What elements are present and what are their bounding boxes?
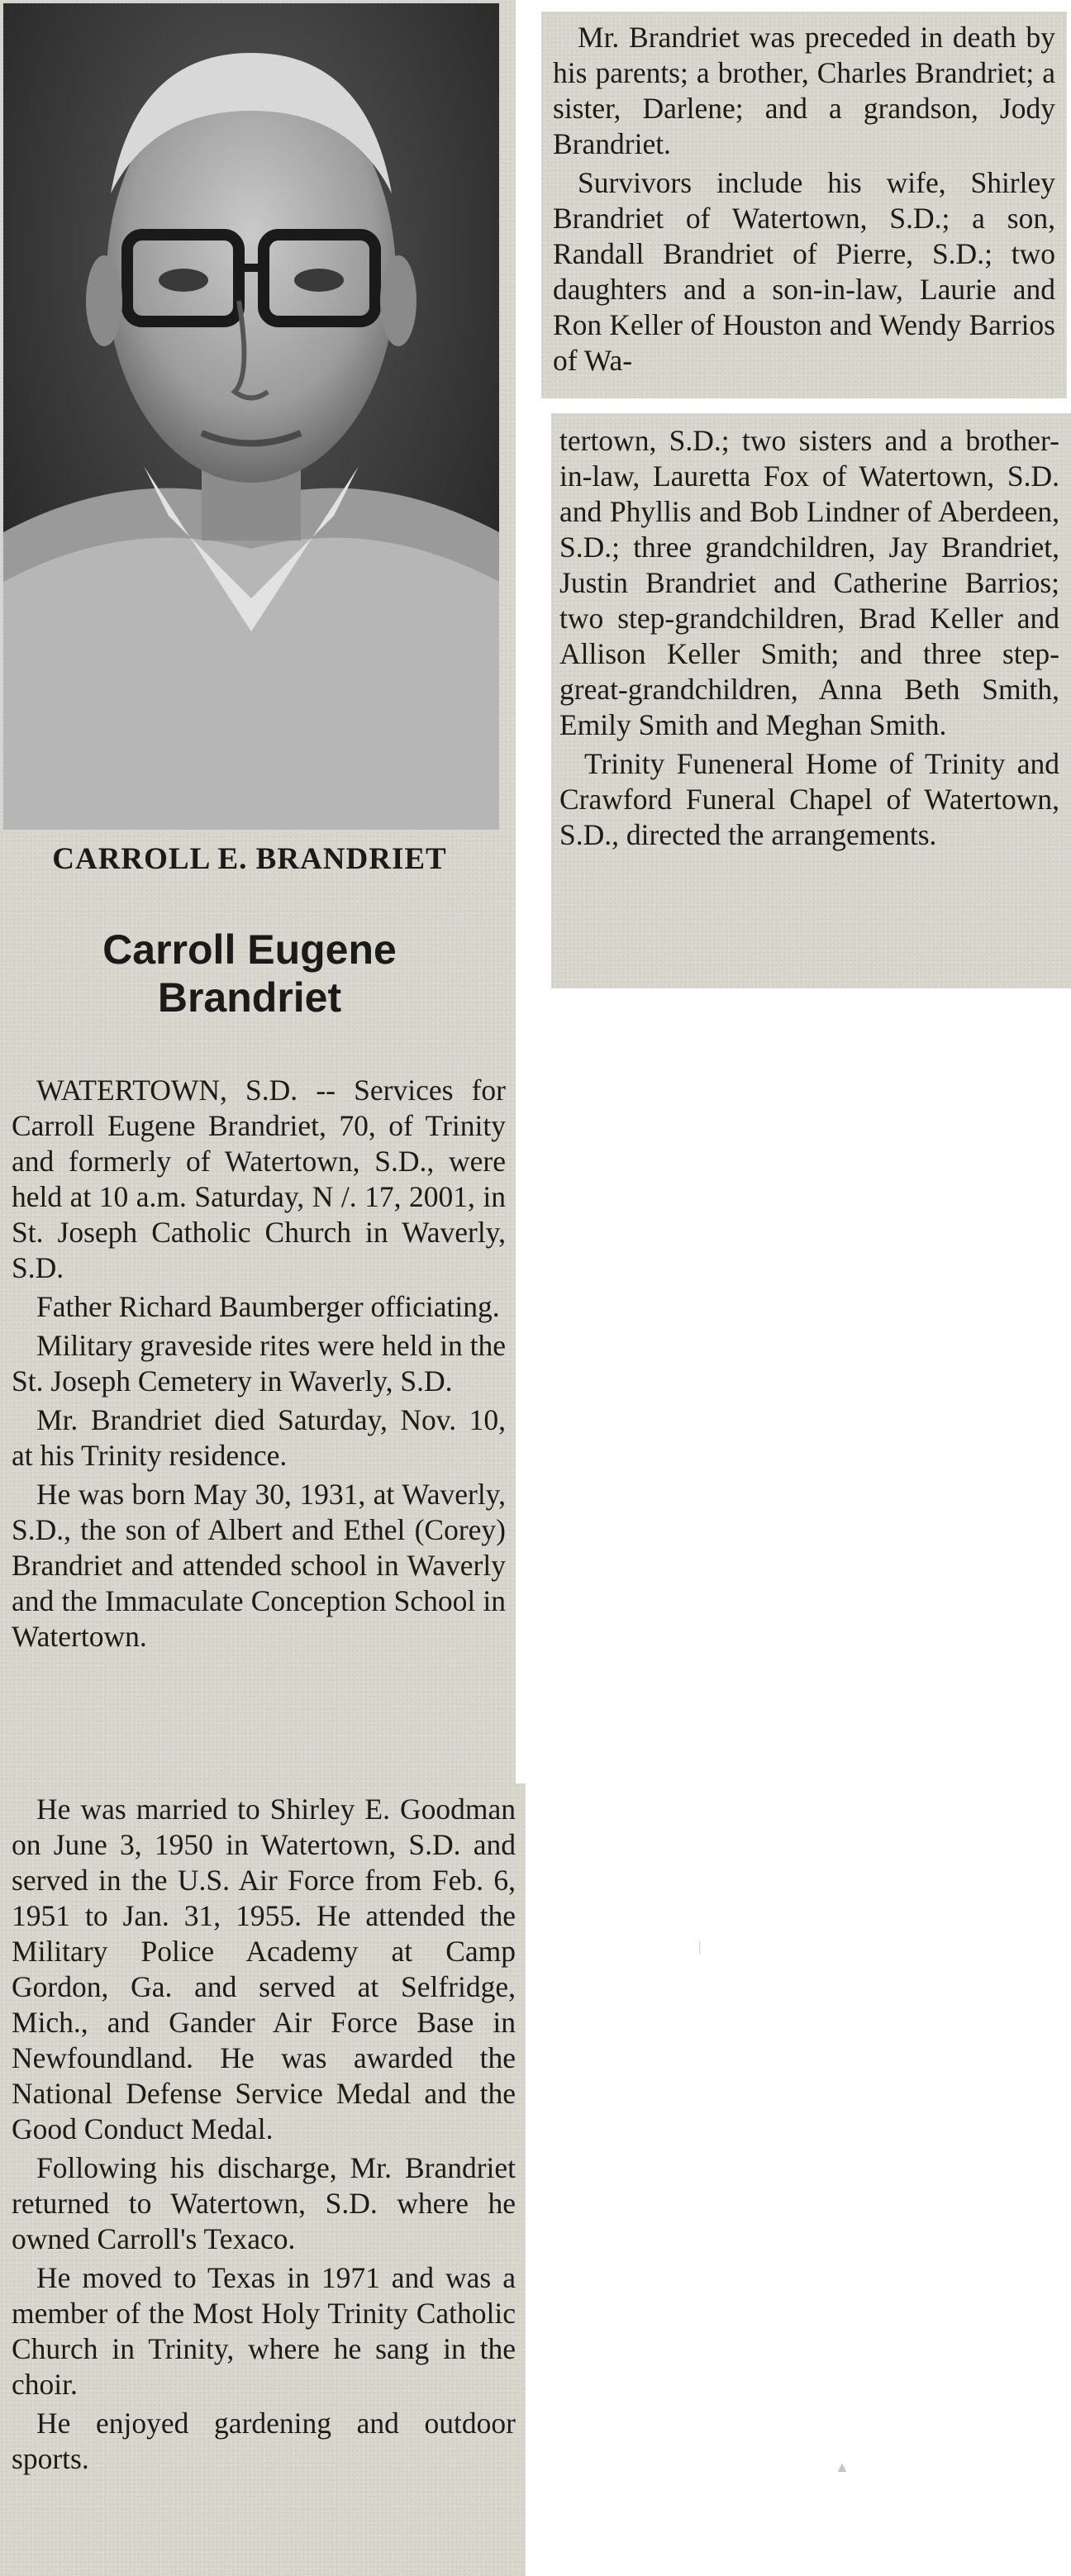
photo-caption: CARROLL E. BRANDRIET — [52, 842, 447, 876]
obituary-headline — [0, 926, 499, 1021]
scan-speck: ▲ — [835, 2459, 850, 2475]
paragraph: Following his discharge, Mr. Brandriet returned to Watertown, S.D. where he owned Carroll's Texaco. — [12, 2151, 516, 2255]
article-column-left-top — [12, 1073, 506, 1658]
portrait-image — [3, 3, 499, 830]
headline-line-2: Brandriet — [157, 974, 342, 1021]
paragraph: He was born May 30, 1931, at Waverly, S.D., the son of Albert and Ethel (Corey) Brandriet and attended school in Waverly and the Immaculate Conception School in Watertown. — [12, 1478, 506, 1653]
article-column-right-top — [553, 20, 1055, 382]
article-column-right-bottom — [559, 423, 1059, 856]
paragraph: Military graveside rites were held in the St. Joseph Cemetery in Waverly, S.D. — [12, 1329, 506, 1398]
scan-speck: | — [698, 1938, 702, 1955]
paragraph: tertown, S.D.; two sisters and a brother-in-law, Lauretta Fox of Watertown, S.D. and Phyllis and Bob Lindner of Aberdeen, S.D.; three grandchildren, Jay Brandriet, Justin Brandriet and Catherine Barrios; two step-grandchildren, Brad Keller and Allison Keller Smith; and three step-great-grandchildren, Anna Beth Smith, Emily Smith and Meghan Smith. — [559, 424, 1059, 741]
clipping-right-top — [541, 12, 1067, 398]
paragraph: Trinity Funeneral Home of Trinity and Crawford Funeral Chapel of Watertown, S.D., directed the arrangements. — [559, 747, 1059, 851]
clipping-left-bottom — [0, 1783, 526, 2576]
paragraph: Father Richard Baumberger officiating. — [36, 1290, 500, 1323]
clipping-right-bottom — [551, 413, 1071, 988]
paragraph: He enjoyed gardening and outdoor sports. — [12, 2407, 516, 2475]
clipping-left-top — [0, 0, 516, 1789]
paragraph: WATERTOWN, S.D. -- Services for Carroll Eugene Brandriet, 70, of Trinity and formerly of Watertown, S.D., were held at 10 a.m. Saturday, N /. 17, 2001, in St. Joseph Catholic Church in Waverly, S.D. — [12, 1074, 506, 1284]
paragraph: Survivors include his wife, Shirley Brandriet of Watertown, S.D.; a son, Randall Brandriet of Pierre, S.D.; two daughters and a son-in-law, Laurie and Ron Keller of Houston and Wendy Barrios of Wa- — [553, 166, 1055, 377]
headline-line-1: Carroll Eugene — [102, 926, 397, 973]
portrait-photo — [3, 3, 499, 830]
paragraph: Mr. Brandriet was preceded in death by his parents; a brother, Charles Brandriet; a sister, Darlene; and a grandson, Jody Brandriet. — [553, 21, 1055, 160]
paragraph: Mr. Brandriet died Saturday, Nov. 10, at his Trinity residence. — [12, 1403, 506, 1472]
article-column-left-bottom — [12, 1792, 516, 2480]
paragraph: He moved to Texas in 1971 and was a member of the Most Holy Trinity Catholic Church in Trinity, where he sang in the choir. — [12, 2261, 516, 2401]
paragraph: He was married to Shirley E. Goodman on June 3, 1950 in Watertown, S.D. and served in the U.S. Air Force from Feb. 6, 1951 to Jan. 31, 1955. He attended the Military Police Academy at Camp Gordon, Ga. and served at Selfridge, Mich., and Gander Air Force Base in Newfoundland. He was awarded the National Defense Service Medal and the Good Conduct Medal. — [12, 1793, 516, 2145]
